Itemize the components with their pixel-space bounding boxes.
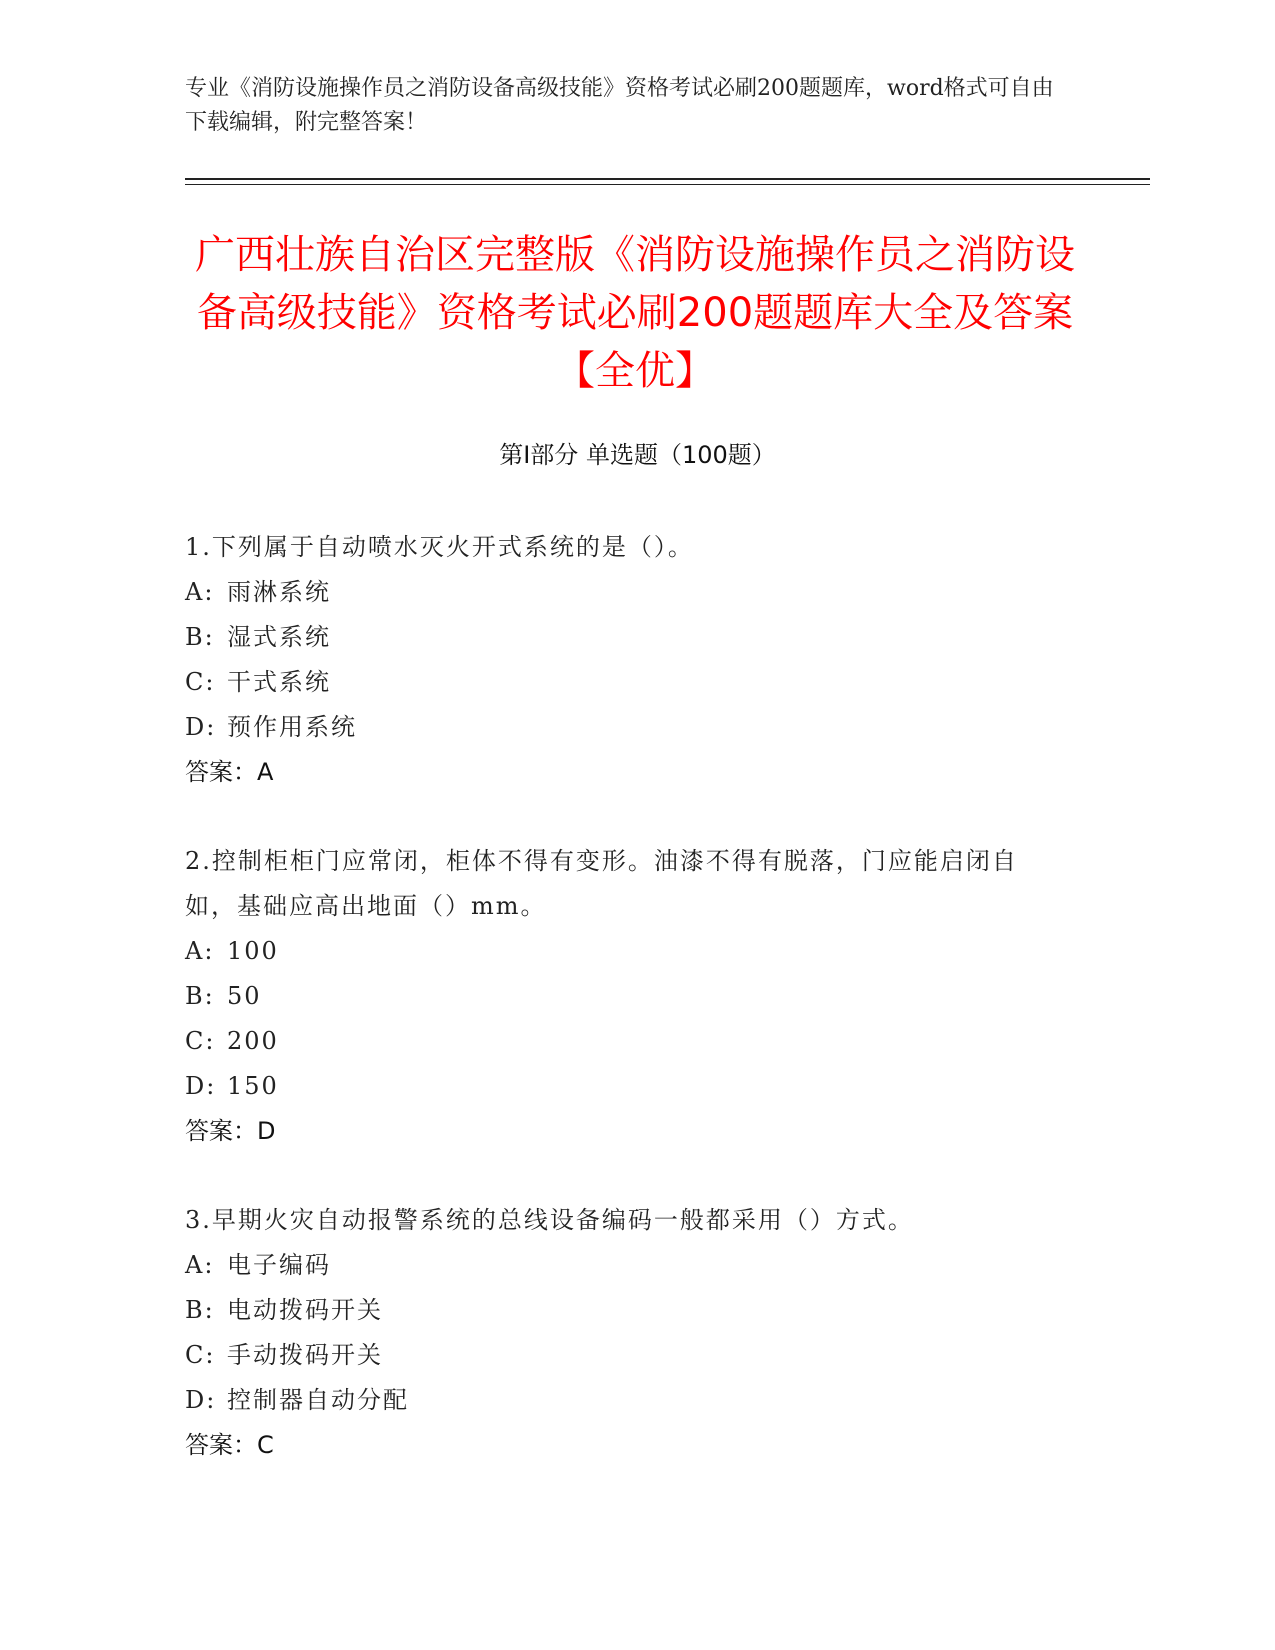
question-stem: 3.早期火灾自动报警系统的总线设备编码一般都采用（）方式。 (185, 1206, 914, 1234)
option-text: 雨淋系统 (227, 578, 331, 606)
question-stem: 1.下列属于自动喷水灭火开式系统的是（）。 (185, 533, 694, 561)
option-text: 控制器自动分配 (227, 1386, 409, 1414)
option-d (185, 1378, 1065, 1423)
option-key: B: (185, 623, 215, 651)
answer-line: 答案：D (185, 1117, 276, 1145)
header-divider-thick (185, 178, 1150, 180)
section-title: 第Ⅰ部分 单选题（100题） (499, 441, 776, 469)
question-item (185, 525, 1065, 795)
question-item (185, 839, 1065, 1154)
option-text: 电子编码 (227, 1251, 331, 1279)
option-key: C: (185, 1027, 216, 1055)
option-d (185, 1064, 1065, 1109)
option-key: D: (185, 713, 217, 741)
option-key: D: (185, 1386, 217, 1414)
option-text: 150 (227, 1072, 279, 1100)
option-text: 电动拨码开关 (227, 1296, 383, 1324)
answer-line: 答案：A (185, 758, 274, 786)
document-title: 广西壮族自治区完整版《消防设施操作员之消防设备高级技能》资格考试必刷200题题库大全及答案【全优】 (195, 232, 1075, 394)
header-divider-thin (185, 184, 1150, 185)
option-a (185, 570, 1065, 615)
question-list (185, 525, 1065, 1512)
option-key: A: (185, 578, 215, 606)
option-c (185, 1019, 1065, 1064)
option-b (185, 974, 1065, 1019)
option-c (185, 660, 1065, 705)
option-a (185, 1243, 1065, 1288)
option-b (185, 1288, 1065, 1333)
option-text: 200 (227, 1027, 279, 1055)
option-text: 预作用系统 (227, 713, 357, 741)
option-key: A: (185, 937, 215, 965)
option-d (185, 705, 1065, 750)
option-a (185, 929, 1065, 974)
option-key: C: (185, 1341, 216, 1369)
option-text: 手动拨码开关 (227, 1341, 383, 1369)
option-b (185, 615, 1065, 660)
option-text: 100 (227, 937, 279, 965)
option-text: 50 (227, 982, 262, 1010)
question-stem: 2.控制柜柜门应常闭，柜体不得有变形。油漆不得有脱落，门应能启闭自如，基础应高出地面（）mm。 (185, 847, 1018, 920)
question-item (185, 1198, 1065, 1468)
option-key: B: (185, 1296, 215, 1324)
option-key: D: (185, 1072, 217, 1100)
option-key: B: (185, 982, 215, 1010)
header-note: 专业《消防设施操作员之消防设备高级技能》资格考试必刷200题题库，word格式可自由下载编辑，附完整答案！ (185, 76, 1054, 135)
option-key: A: (185, 1251, 215, 1279)
option-c (185, 1333, 1065, 1378)
option-key: C: (185, 668, 216, 696)
option-text: 湿式系统 (227, 623, 331, 651)
option-text: 干式系统 (227, 668, 331, 696)
answer-line: 答案：C (185, 1431, 274, 1459)
